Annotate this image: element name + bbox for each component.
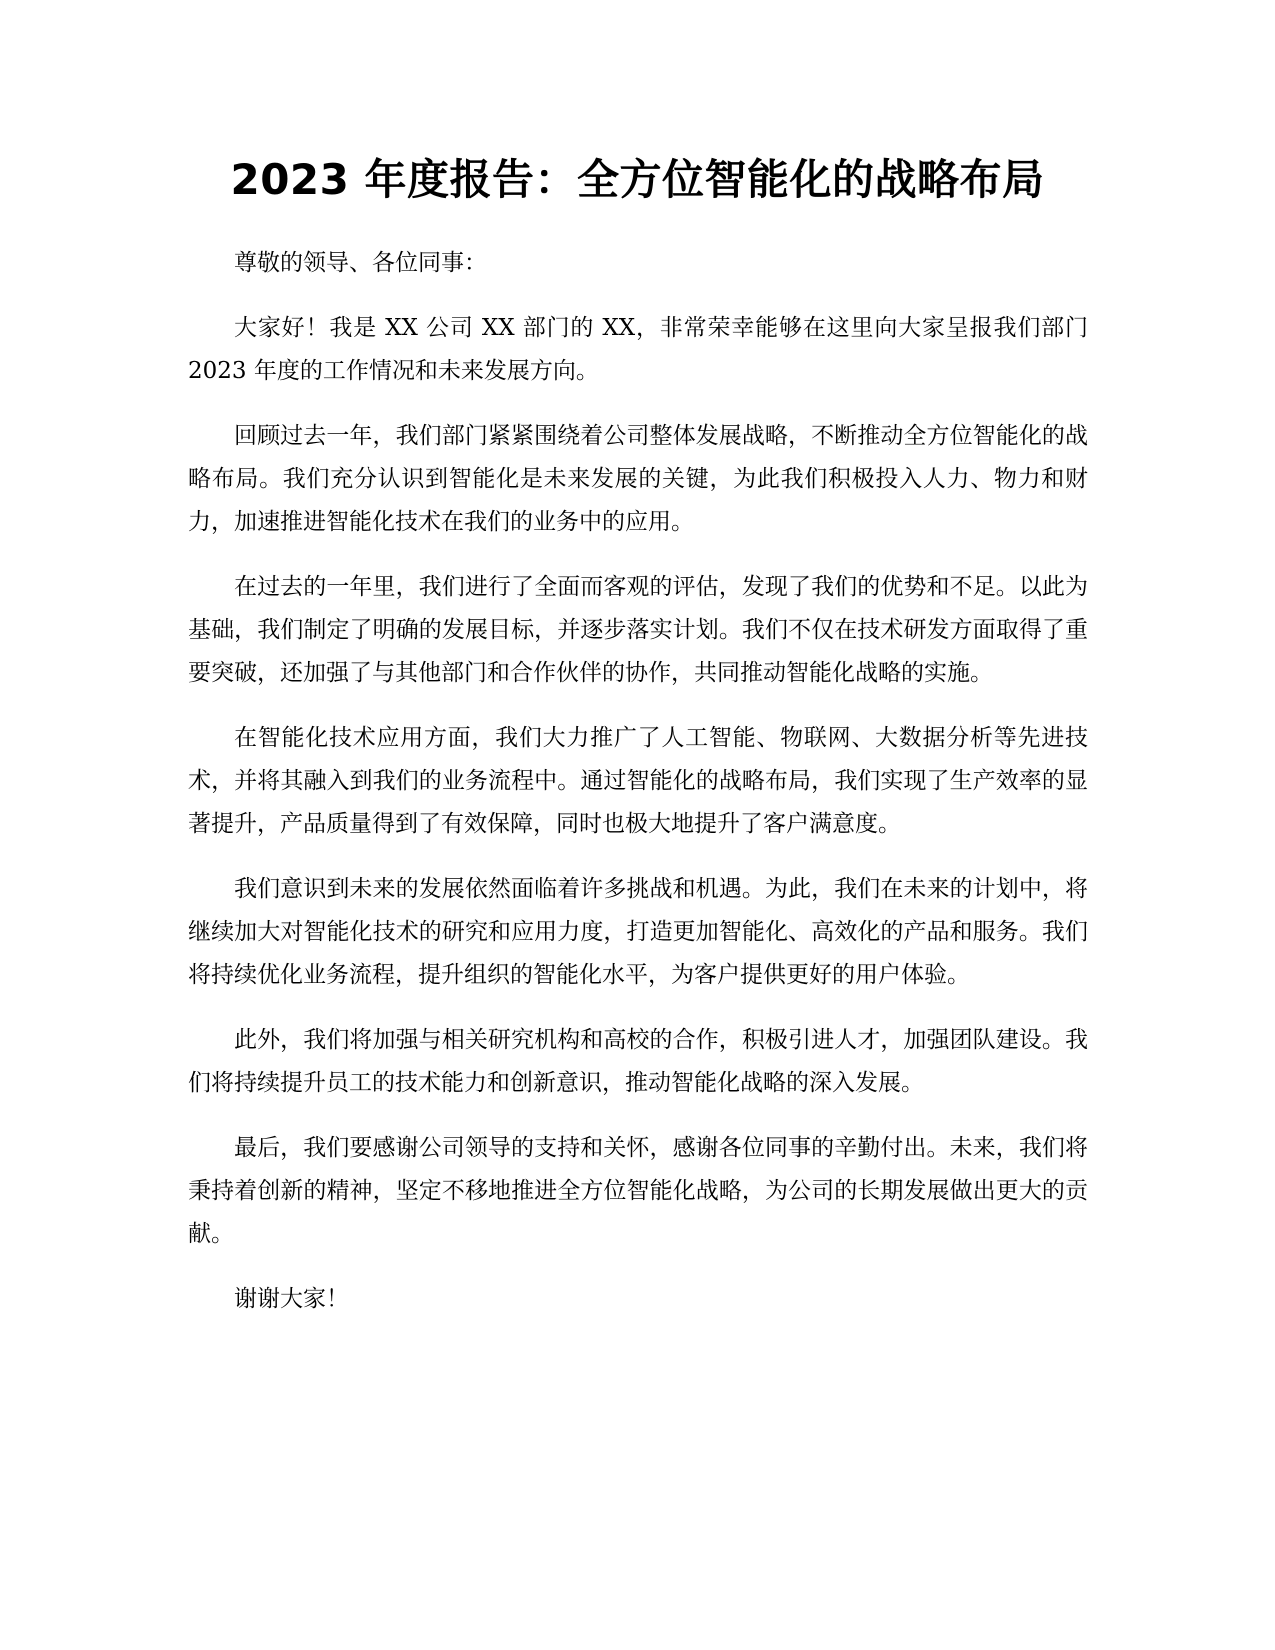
technology-paragraph: 在智能化技术应用方面，我们大力推广了人工智能、物联网、大数据分析等先进技术，并将其融入到我们的业务流程中。通过智能化的战略布局，我们实现了生产效率的显著提升，产品质量得到了有效保障，同时也极大地提升了客户满意度。 [188, 725, 1088, 837]
evaluation-paragraph: 在过去的一年里，我们进行了全面而客观的评估，发现了我们的优势和不足。以此为基础，我们制定了明确的发展目标，并逐步落实计划。我们不仅在技术研发方面取得了重要突破，还加强了与其他部门和合作伙伴的协作，共同推动智能化战略的实施。 [188, 574, 1088, 686]
document-body [188, 242, 1088, 1343]
future-plan-paragraph: 我们意识到未来的发展依然面临着许多挑战和机遇。为此，我们在未来的计划中，将继续加大对智能化技术的研究和应用力度，打造更加智能化、高效化的产品和服务。我们将持续优化业务流程，提升组织的智能化水平，为客户提供更好的用户体验。 [188, 876, 1088, 988]
intro-paragraph: 大家好！我是 XX 公司 XX 部门的 XX，非常荣幸能够在这里向大家呈报我们部门 2023 年度的工作情况和未来发展方向。 [188, 315, 1088, 384]
thanks-paragraph: 最后，我们要感谢公司领导的支持和关怀，感谢各位同事的辛勤付出。未来，我们将秉持着创新的精神，坚定不移地推进全方位智能化战略，为公司的长期发展做出更大的贡献。 [188, 1135, 1088, 1247]
cooperation-paragraph: 此外，我们将加强与相关研究机构和高校的合作，积极引进人才，加强团队建设。我们将持续提升员工的技术能力和创新意识，推动智能化战略的深入发展。 [188, 1027, 1088, 1096]
closing-paragraph: 谢谢大家！ [234, 1286, 349, 1312]
salutation-paragraph: 尊敬的领导、各位同事： [234, 250, 487, 276]
document-title: 2023 年度报告：全方位智能化的战略布局 [230, 155, 1045, 204]
review-paragraph: 回顾过去一年，我们部门紧紧围绕着公司整体发展战略，不断推动全方位智能化的战略布局。我们充分认识到智能化是未来发展的关键，为此我们积极投入人力、物力和财力，加速推进智能化技术在我们的业务中的应用。 [188, 423, 1088, 535]
